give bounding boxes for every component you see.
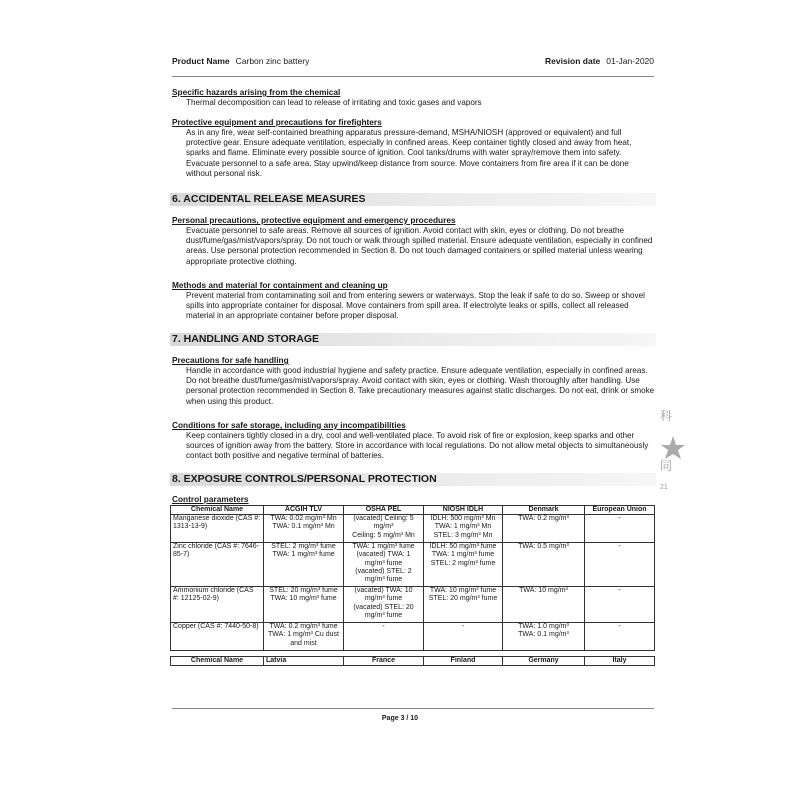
header-rule xyxy=(172,76,654,77)
col-header: Italy xyxy=(585,657,655,666)
table-row xyxy=(171,543,655,587)
osha-value: - xyxy=(344,623,424,651)
eu-value: - xyxy=(585,587,655,623)
star-icon xyxy=(660,435,686,461)
niosh-value: IDLH: 50 mg/m³ fume TWA: 1 mg/m³ fume STEL: 2 mg/m³ fume xyxy=(424,543,503,587)
safe-handling-heading: Precautions for safe handling xyxy=(172,355,289,365)
chemical-name: Zinc chloride (CAS #: 7646-85-7) xyxy=(171,543,264,587)
safe-storage-text: Keep containers tightly closed in a dry, cool and well-ventilated place. To avoid risk of fire or explosion, keep sparks and other sources of ignition away from the battery. Store in accordance with local regulations. Do not allow metal objects to simultaneously contact both positive and negative terminal of batteries. xyxy=(186,431,649,461)
denmark-value: TWA: 10 mg/m³ xyxy=(503,587,585,623)
firefighters-heading: Protective equipment and precautions for firefighters xyxy=(172,117,382,127)
acgih-value: TWA: 0.02 mg/m³ Mn TWA: 0.1 mg/m³ Mn xyxy=(264,515,344,543)
section-8-heading: 8. EXPOSURE CONTROLS/PERSONAL PROTECTION xyxy=(170,473,656,486)
col-header: Denmark xyxy=(503,506,585,515)
product-value: Carbon zinc battery xyxy=(235,56,310,66)
eu-value: - xyxy=(585,623,655,651)
col-header: Germany xyxy=(503,657,585,666)
containment-heading: Methods and material for containment and cleaning up xyxy=(172,280,388,290)
denmark-value: TWA: 1.0 mg/m³ TWA: 0.1 mg/m³ xyxy=(503,623,585,651)
exposure-limits-table xyxy=(170,505,655,651)
osha-value: TWA: 1 mg/m³ fume (vacated) TWA: 1 mg/m³ fume (vacated) STEL: 2 mg/m³ fume xyxy=(344,543,424,587)
seal-stamp xyxy=(660,405,688,515)
col-header: Chemical Name xyxy=(171,657,264,666)
footer-rule xyxy=(172,708,654,709)
denmark-value: TWA: 0.5 mg/m³ xyxy=(503,543,585,587)
chemical-name: Manganese dioxide (CAS #: 1313-13-9) xyxy=(171,515,264,543)
containment-text: Prevent material from contaminating soil and from entering sewers or waterways. Stop the leak if safe to do so. Sweep or shovel spills into appropriate container for disposal. Move containers from spill area. If electrolyte leaks or spills, collect all released material in an appropriate container before proper disposal. xyxy=(186,291,645,321)
table-header-row xyxy=(171,657,655,666)
product-name xyxy=(172,56,309,66)
table-row xyxy=(171,515,655,543)
stamp-char: 科 xyxy=(660,409,673,423)
table-row xyxy=(171,587,655,623)
col-header: France xyxy=(344,657,424,666)
osha-value: (vacated) TWA: 10 mg/m³ fume (vacated) STEL: 20 mg/m³ fume xyxy=(344,587,424,623)
col-header: OSHA PEL xyxy=(344,506,424,515)
personal-precautions-text: Evacuate personnel to safe areas. Remove all sources of ignition. Avoid contact with skin, eyes or clothing. Do not breathe dust/fume/gas/mist/vapors/spray. Do not touch or walk through spilled material. Ensure adequate ventilation, especially in confined areas. Use personal protection recommended in Section 8. Do not touch damaged containers or spilled material unless wearing appropriate protective clothing. xyxy=(186,226,653,266)
col-header: European Union xyxy=(585,506,655,515)
col-header: Finland xyxy=(424,657,503,666)
revision-label: Revision date xyxy=(544,56,601,66)
col-header: ACGIH TLV xyxy=(264,506,344,515)
niosh-value: TWA: 10 mg/m³ fume STEL: 20 mg/m³ fume xyxy=(424,587,503,623)
section-6-heading: 6. ACCIDENTAL RELEASE MEASURES xyxy=(170,193,656,206)
osha-value: (vacated) Ceiling: 5 mg/m³ Ceiling: 5 mg/m³ Mn xyxy=(344,515,424,543)
product-label: Product Name xyxy=(172,56,230,66)
eu-value: - xyxy=(585,515,655,543)
personal-precautions-heading: Personal precautions, protective equipment and emergency procedures xyxy=(172,215,456,225)
safe-storage-heading: Conditions for safe storage, including any incompatibilities xyxy=(172,420,406,430)
firefighters-text: As in any fire, wear self-contained breathing apparatus pressure-demand, MSHA/NIOSH (approved or equivalent) and full protective gear. Ensure adequate ventilation, especially in confined areas. Keep container tightly closed and away from heat, sparks and flame. Eliminate every possible source of ignition. Cool tanks/drums with water spray/remove them into safety. Evacuate personnel to a safe area. Stay upwind/keep distance from source. Move containers from fire area if it can be done without personal risk. xyxy=(186,128,632,178)
hazards-heading: Specific hazards arising from the chemical xyxy=(172,87,341,97)
safe-handling-text: Handle in accordance with good industrial hygiene and safety practice. Ensure adequate ventilation, especially in confined areas. Do not breathe dust/fume/gas/mist/vapors/spray. Avoid contact with skin, eyes or clothing. Wash thoroughly after handling. Use personal protection recommended in Section 8. Take precautionary measures against static discharges. Do not eat, drink or smoke when using this product. xyxy=(186,366,655,406)
col-header: Chemical Name xyxy=(171,506,264,515)
stamp-char: 同 xyxy=(660,459,673,473)
acgih-value: STEL: 2 mg/m³ fume TWA: 1 mg/m³ fume xyxy=(264,543,344,587)
acgih-value: STEL: 20 mg/m³ fume TWA: 10 mg/m³ fume xyxy=(264,587,344,623)
eu-value: - xyxy=(585,543,655,587)
control-parameters-heading: Control parameters xyxy=(172,494,249,504)
table-header-row xyxy=(171,506,655,515)
revision-date xyxy=(545,56,654,66)
niosh-value: - xyxy=(424,623,503,651)
page-number: Page 3 / 10 xyxy=(381,715,419,722)
acgih-value: TWA: 0.2 mg/m³ fume TWA: 1 mg/m³ Cu dust and mist xyxy=(264,623,344,651)
niosh-value: IDLH: 500 mg/m³ Mn TWA: 1 mg/m³ Mn STEL: 3 mg/m³ Mn xyxy=(424,515,503,543)
table-row xyxy=(171,623,655,651)
stamp-char: 21 xyxy=(660,484,668,491)
revision-value: 01-Jan-2020 xyxy=(606,56,654,66)
col-header: Latvia xyxy=(264,657,344,666)
chemical-name: Copper (CAS #: 7440-50-8) xyxy=(171,623,264,651)
denmark-value: TWA: 0.2 mg/m³ xyxy=(503,515,585,543)
hazards-text: Thermal decomposition can lead to release of irritating and toxic gases and vapors xyxy=(186,98,482,107)
section-7-heading: 7. HANDLING AND STORAGE xyxy=(170,333,656,346)
country-limits-table xyxy=(170,656,655,666)
chemical-name: Ammonium chloride (CAS #: 12125-02-9) xyxy=(171,587,264,623)
col-header: NIOSH IDLH xyxy=(424,506,503,515)
